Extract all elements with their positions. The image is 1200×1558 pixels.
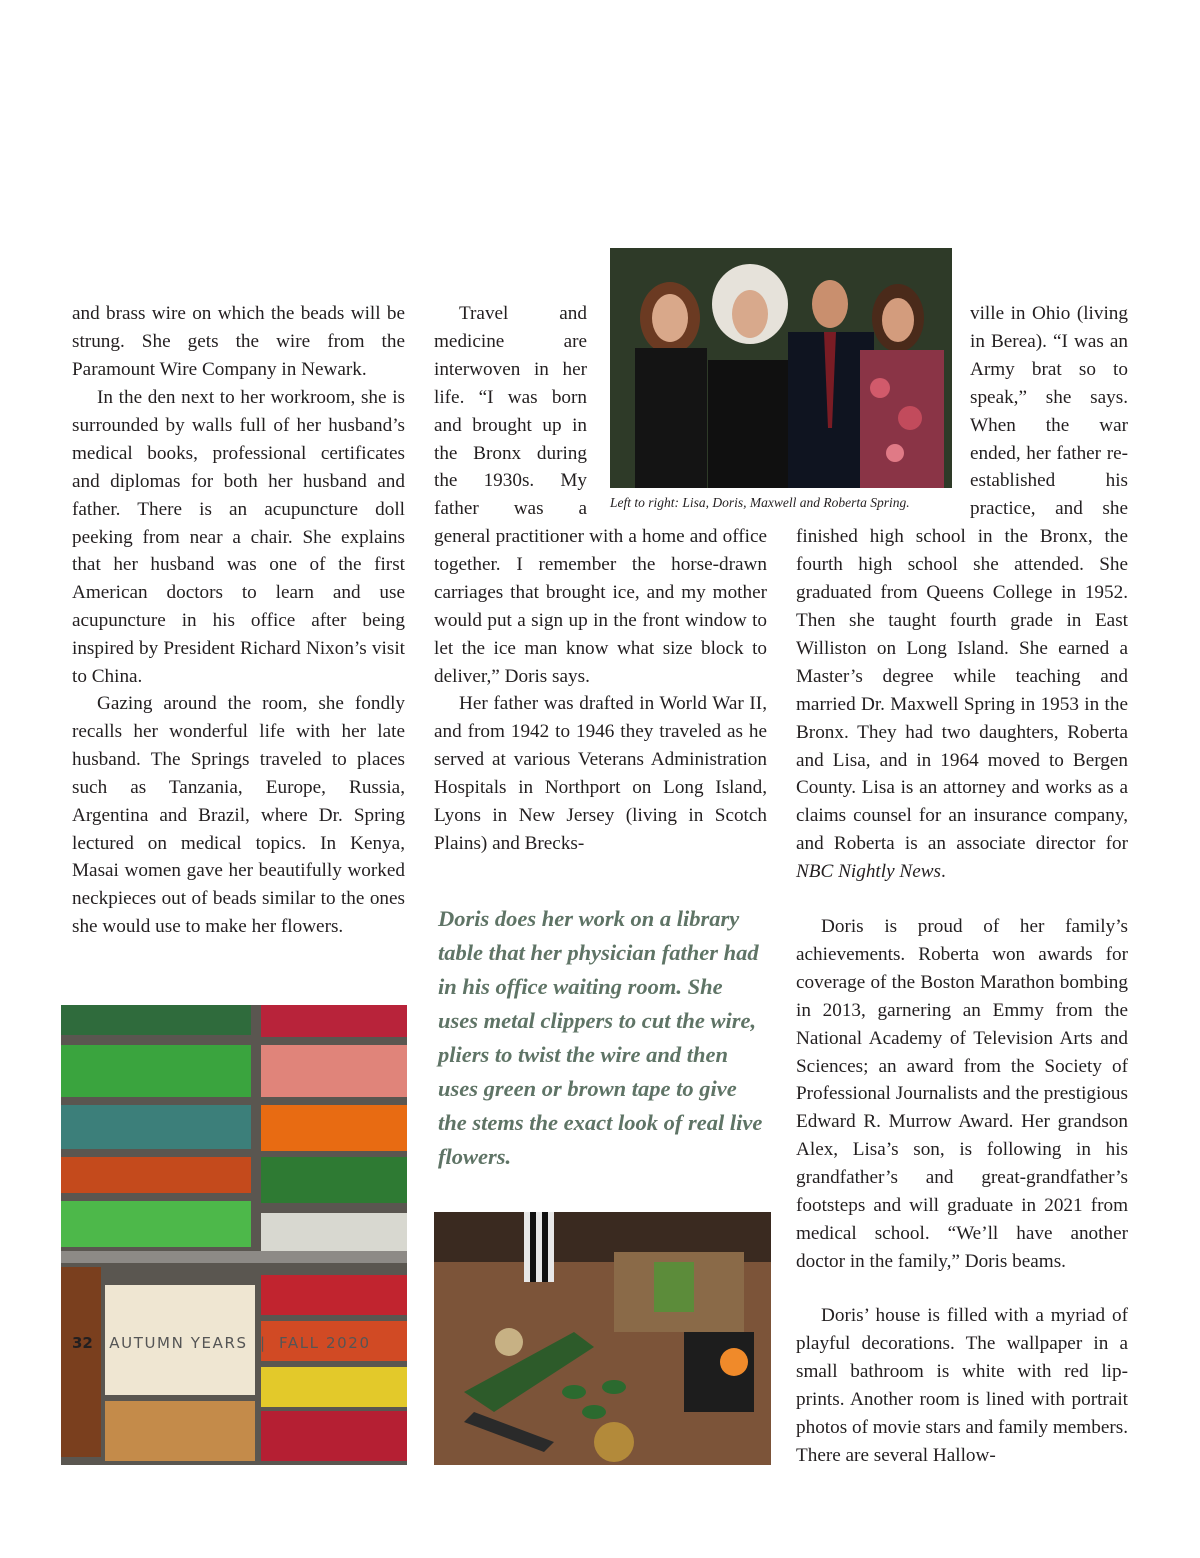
punctuation: . bbox=[940, 861, 946, 883]
paragraph: Her father was drafted in World War II, and from 1942 to 1946 they traveled as he served at various Veterans Administration Hospitals in Northport on Long Island, Lyons in New Jersey (living in Scotch Plains) and Brecks- bbox=[434, 693, 767, 854]
paragraph: In the den next to her workroom, she is surrounded by walls full of her husband’s medical books, professional certificates and diplomas for both her husband and father. There is an acupuncture doll peeking from near a chair. She explains that her husband was one of the first American doctors to learn and use acupuncture in his office after being inspired by President Richard Nixon’s visit to China. bbox=[72, 387, 405, 688]
beads-storage-photo bbox=[61, 1005, 407, 1465]
show-title: NBC Nightly News bbox=[796, 861, 941, 883]
pull-quote: Doris does her work on a library table that her physician father had in his office waiting room. She uses metal clippers to cut the wire, pliers to twist the wire and then uses green or brown tape to give the stems the exact look of real live flowers. bbox=[438, 906, 763, 1169]
paragraph: Doris’ house is filled with a myriad of playful decorations. The wallpaper in a small bathroom is white with red lip-prints. Another room is lined with portrait photos of movie stars and family members. There are several Hallow- bbox=[796, 1305, 1128, 1466]
paragraph-text: ville in Ohio (living in Berea). “I was an Army brat so to speak,” she says. When the war ended, her father re-established his practice, and she finished high school in the Bronx, the fourth high school she attended. She graduated from Queens College in 1952. Then she taught fourth grade in East Williston on Long Island. She earned a Master’s degree while teaching and married Dr. Maxwell Spring in 1953 in the Bronx. They had two daughters, Roberta and Lisa, and in 1964 moved to Bergen County. Lisa is an attorney and works as a claims counsel for an insurance company, and Roberta is an associate director for bbox=[796, 303, 1128, 855]
workspace-table-image bbox=[434, 1212, 771, 1465]
workspace-photo bbox=[434, 1212, 771, 1465]
image-wrap-space bbox=[796, 300, 970, 522]
issue-name: FALL 2020 bbox=[279, 1334, 371, 1352]
page-footer bbox=[72, 1334, 371, 1352]
page-number: 32 bbox=[72, 1334, 93, 1352]
paragraph: Gazing around the room, she fondly recalls her wonderful life with her late husband. The Springs traveled to places such as Tanzania, Europe, Russia, Argentina and Brazil, where Dr. Spring lectured on medical topics. In Kenya, Masai women gave her beautifully worked neckpieces out of beads similar to the ones she would use to make her flowers. bbox=[72, 693, 405, 938]
paragraph: and brass wire on which the beads will be strung. She gets the wire from the Paramount Wire Company in Newark. bbox=[72, 303, 405, 380]
paragraph-text: Travel and medicine are interwoven in her life. “I was born and brought up in the Bronx during the 1930s. My father was a general practitioner with a home and office together. I remember the horse-drawn carriages that brought ice, and my mother would put a sign up in the front window to let the ice man know what size block to deliver,” Doris says. bbox=[434, 303, 767, 687]
paragraph: Doris is proud of her family’s achievements. Roberta won awards for coverage of the Boston Marathon bombing in 2013, garnering an Emmy from the National Academy of Television Arts and Sciences; an award from the Society of Professional Journalists and the prestigious Edward R. Murrow Award. Her grandson Alex, Lisa’s son, is following in his grandfather’s and great-grandfather’s footsteps and will graduate in 2021 from medical school. “We’ll have another doctor in the family,” Doris beams. bbox=[796, 916, 1128, 1272]
photo-caption: Left to right: Lisa, Doris, Maxwell and Roberta Spring. bbox=[610, 495, 910, 510]
publication-name: AUTUMN YEARS bbox=[109, 1334, 248, 1352]
paragraph bbox=[434, 300, 767, 691]
footer-separator: | bbox=[259, 1334, 267, 1352]
image-wrap-space bbox=[587, 300, 767, 510]
beads-storage-image bbox=[61, 1005, 407, 1465]
paragraph bbox=[796, 300, 1128, 886]
